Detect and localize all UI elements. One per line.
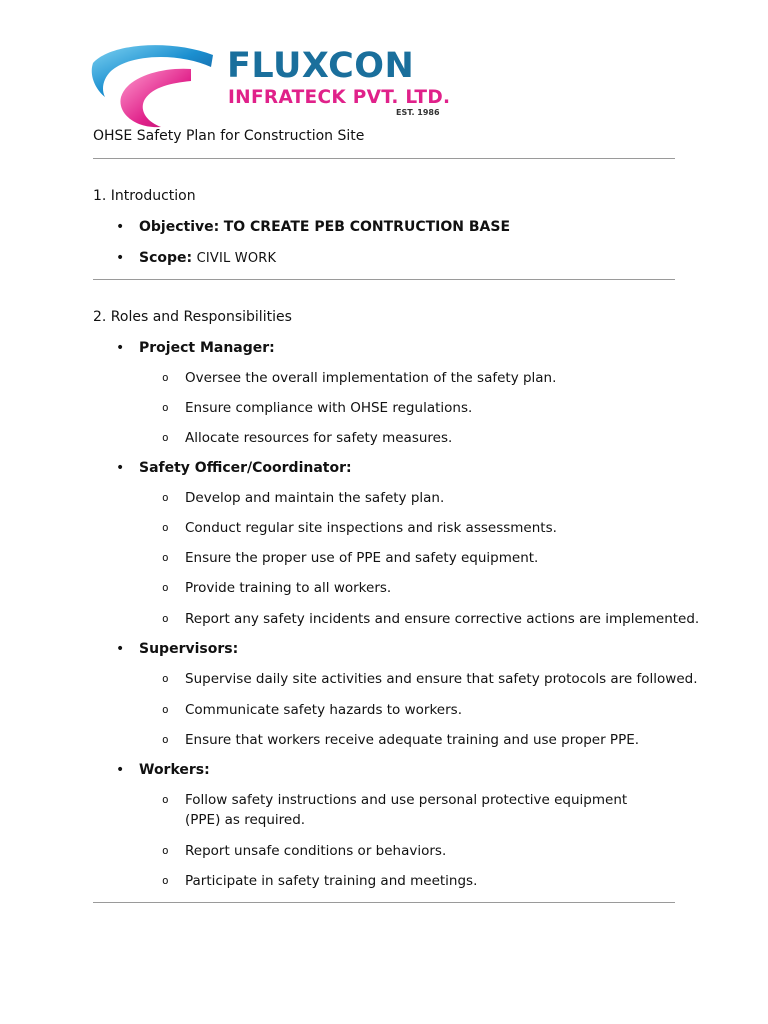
section-heading-roles: 2. Roles and Responsibilities bbox=[93, 309, 292, 325]
bullet-text bbox=[139, 218, 510, 236]
sub-bullet-icon: o bbox=[162, 612, 169, 625]
list-item-text: Communicate safety hazards to workers. bbox=[185, 702, 462, 718]
company-subtitle: INFRATECK PVT. LTD. bbox=[228, 87, 451, 108]
objective-value: TO CREATE PEB CONTRUCTION BASE bbox=[223, 219, 511, 235]
divider bbox=[93, 158, 675, 159]
role-title: Supervisors: bbox=[139, 641, 239, 657]
company-established: EST. 1986 bbox=[396, 108, 440, 117]
list-item-text: Participate in safety training and meetings. bbox=[185, 873, 478, 889]
list-item-text: Ensure compliance with OHSE regulations. bbox=[185, 400, 473, 416]
sub-bullet-icon: o bbox=[162, 521, 169, 534]
objective-label: Objective: bbox=[139, 219, 220, 235]
sub-bullet-icon: o bbox=[162, 793, 169, 806]
bullet-icon: • bbox=[116, 219, 125, 235]
fluxcon-logo-icon bbox=[91, 41, 215, 129]
divider bbox=[93, 902, 675, 903]
list-item-text: Supervise daily site activities and ensure that safety protocols are followed. bbox=[185, 671, 698, 687]
sub-bullet-icon: o bbox=[162, 581, 169, 594]
list-item-text: Report any safety incidents and ensure corrective actions are implemented. bbox=[185, 611, 700, 627]
divider bbox=[93, 279, 675, 280]
sub-bullet-icon: o bbox=[162, 672, 169, 685]
company-name: FLUXCON bbox=[227, 46, 415, 86]
sub-bullet-icon: o bbox=[162, 551, 169, 564]
scope-value: CIVIL WORK bbox=[196, 251, 277, 266]
sub-bullet-icon: o bbox=[162, 491, 169, 504]
bullet-icon: • bbox=[116, 460, 125, 476]
list-item-text: Conduct regular site inspections and risk assessments. bbox=[185, 520, 557, 536]
list-item-text: Oversee the overall implementation of the safety plan. bbox=[185, 370, 557, 386]
sub-bullet-icon: o bbox=[162, 844, 169, 857]
list-item-text: Ensure the proper use of PPE and safety equipment. bbox=[185, 550, 539, 566]
role-title: Safety Officer/Coordinator: bbox=[139, 460, 352, 476]
list-item-text: Follow safety instructions and use personal protective equipment (PPE) as required. bbox=[185, 792, 628, 828]
scope-label: Scope: bbox=[139, 250, 193, 266]
list-item-text: Allocate resources for safety measures. bbox=[185, 430, 453, 446]
list-item-text: Report unsafe conditions or behaviors. bbox=[185, 843, 447, 859]
list-item-text: Develop and maintain the safety plan. bbox=[185, 490, 445, 506]
sub-bullet-icon: o bbox=[162, 874, 169, 887]
document-title: OHSE Safety Plan for Construction Site bbox=[93, 128, 365, 144]
company-logo bbox=[91, 41, 451, 131]
bullet-icon: • bbox=[116, 641, 125, 657]
list-item-text: Provide training to all workers. bbox=[185, 580, 392, 596]
sub-bullet-icon: o bbox=[162, 371, 169, 384]
sub-bullet-icon: o bbox=[162, 733, 169, 746]
bullet-icon: • bbox=[116, 340, 125, 356]
role-title: Workers: bbox=[139, 762, 210, 778]
sub-bullet-icon: o bbox=[162, 431, 169, 444]
list-item-text: Ensure that workers receive adequate training and use proper PPE. bbox=[185, 732, 640, 748]
sub-bullet-icon: o bbox=[162, 401, 169, 414]
sub-bullet-icon: o bbox=[162, 703, 169, 716]
section-heading-introduction: 1. Introduction bbox=[93, 188, 196, 204]
bullet-text bbox=[139, 249, 276, 268]
bullet-icon: • bbox=[116, 762, 125, 778]
bullet-icon: • bbox=[116, 250, 125, 266]
role-title: Project Manager: bbox=[139, 340, 275, 356]
